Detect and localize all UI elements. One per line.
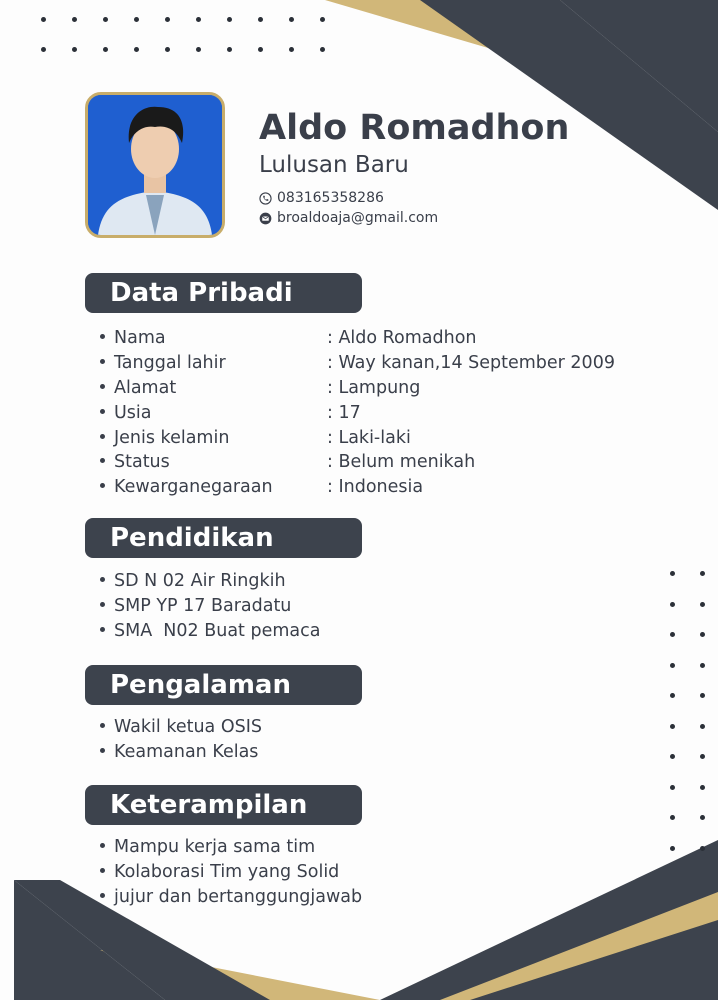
skill-item: jujur dan bertanggungjawab — [100, 885, 362, 909]
bullet — [100, 843, 105, 848]
decorative-dot — [227, 47, 232, 52]
candidate-name: Aldo Romadhon — [259, 108, 570, 148]
decorative-dot — [670, 693, 675, 698]
personal-row-value: : Way kanan,14 September 2009 — [327, 353, 615, 373]
decorative-dot — [670, 815, 675, 820]
decorative-dot — [227, 17, 232, 22]
section-header-experience: Pengalaman — [85, 665, 362, 705]
decorative-dot — [72, 47, 77, 52]
bullet — [100, 577, 105, 582]
experience-item: Wakil ketua OSIS — [100, 715, 262, 739]
personal-row-label: Alamat — [100, 376, 176, 400]
decorative-dot — [320, 47, 325, 52]
decorative-dot — [165, 17, 170, 22]
decorative-dot — [670, 602, 675, 607]
decorative-dot — [103, 17, 108, 22]
phone-number: 083165358286 — [277, 190, 384, 206]
education-item: SMA N02 Buat pemaca — [100, 619, 320, 643]
bullet — [100, 748, 105, 753]
decorative-dot — [670, 632, 675, 637]
personal-row-label: Usia — [100, 401, 152, 425]
decorative-dot — [700, 663, 705, 668]
bullet — [100, 483, 105, 488]
bullet — [100, 434, 105, 439]
decorative-dot — [700, 602, 705, 607]
decorative-dot — [670, 754, 675, 759]
skill-item: Kolaborasi Tim yang Solid — [100, 860, 339, 884]
decorative-dot — [700, 632, 705, 637]
bullet — [100, 359, 105, 364]
bullet — [100, 893, 105, 898]
personal-row-label: Kewarganegaraan — [100, 475, 273, 499]
decorative-dot — [320, 17, 325, 22]
personal-row-value: : Laki-laki — [327, 428, 411, 448]
decorative-dot — [165, 47, 170, 52]
bullet — [100, 409, 105, 414]
personal-row-value: : Belum menikah — [327, 452, 476, 472]
decorative-dot — [103, 47, 108, 52]
bullet — [100, 334, 105, 339]
decorative-dot — [196, 47, 201, 52]
bullet — [100, 723, 105, 728]
profile-photo — [85, 92, 225, 238]
decorative-dot — [670, 785, 675, 790]
decorative-dot — [41, 17, 46, 22]
decorative-dot — [670, 663, 675, 668]
personal-row-value: : Aldo Romadhon — [327, 328, 477, 348]
personal-row-label: Nama — [100, 326, 166, 350]
bullet — [100, 602, 105, 607]
contact-phone — [259, 190, 384, 206]
decorative-dot — [289, 47, 294, 52]
decorative-dot — [700, 693, 705, 698]
experience-item: Keamanan Kelas — [100, 740, 258, 764]
decorative-dot — [700, 724, 705, 729]
decorative-dot — [289, 17, 294, 22]
decorative-dot — [670, 724, 675, 729]
decorative-dot — [700, 785, 705, 790]
bullet — [100, 868, 105, 873]
email-icon — [259, 212, 272, 225]
skill-item: Mampu kerja sama tim — [100, 835, 315, 859]
personal-row-value: : Lampung — [327, 378, 421, 398]
decorative-dot — [258, 47, 263, 52]
decorative-dot — [134, 17, 139, 22]
decorative-dot — [700, 815, 705, 820]
personal-row-value: : 17 — [327, 403, 361, 423]
personal-row-label: Status — [100, 450, 170, 474]
decorative-dot — [700, 846, 705, 851]
email-address: broaldoaja@gmail.com — [277, 210, 439, 226]
candidate-subtitle: Lulusan Baru — [259, 152, 409, 178]
bullet — [100, 458, 105, 463]
decorative-dot — [700, 754, 705, 759]
section-header-skills: Keterampilan — [85, 785, 362, 825]
avatar — [88, 95, 222, 235]
bullet — [100, 627, 105, 632]
decorative-dot — [196, 17, 201, 22]
decorative-dot — [134, 47, 139, 52]
phone-icon — [259, 192, 272, 205]
education-item: SD N 02 Air Ringkih — [100, 569, 286, 593]
decorative-dot — [72, 17, 77, 22]
decorative-dot — [258, 17, 263, 22]
section-header-personal: Data Pribadi — [85, 273, 362, 313]
personal-row-label: Tanggal lahir — [100, 351, 226, 375]
bullet — [100, 384, 105, 389]
decorative-dot — [41, 47, 46, 52]
decorative-dot — [670, 846, 675, 851]
personal-row-label: Jenis kelamin — [100, 426, 229, 450]
decorative-dot — [700, 571, 705, 576]
decorative-dot — [670, 571, 675, 576]
personal-row-value: : Indonesia — [327, 477, 424, 497]
contact-email — [259, 210, 438, 226]
section-header-education: Pendidikan — [85, 518, 362, 558]
education-item: SMP YP 17 Baradatu — [100, 594, 291, 618]
